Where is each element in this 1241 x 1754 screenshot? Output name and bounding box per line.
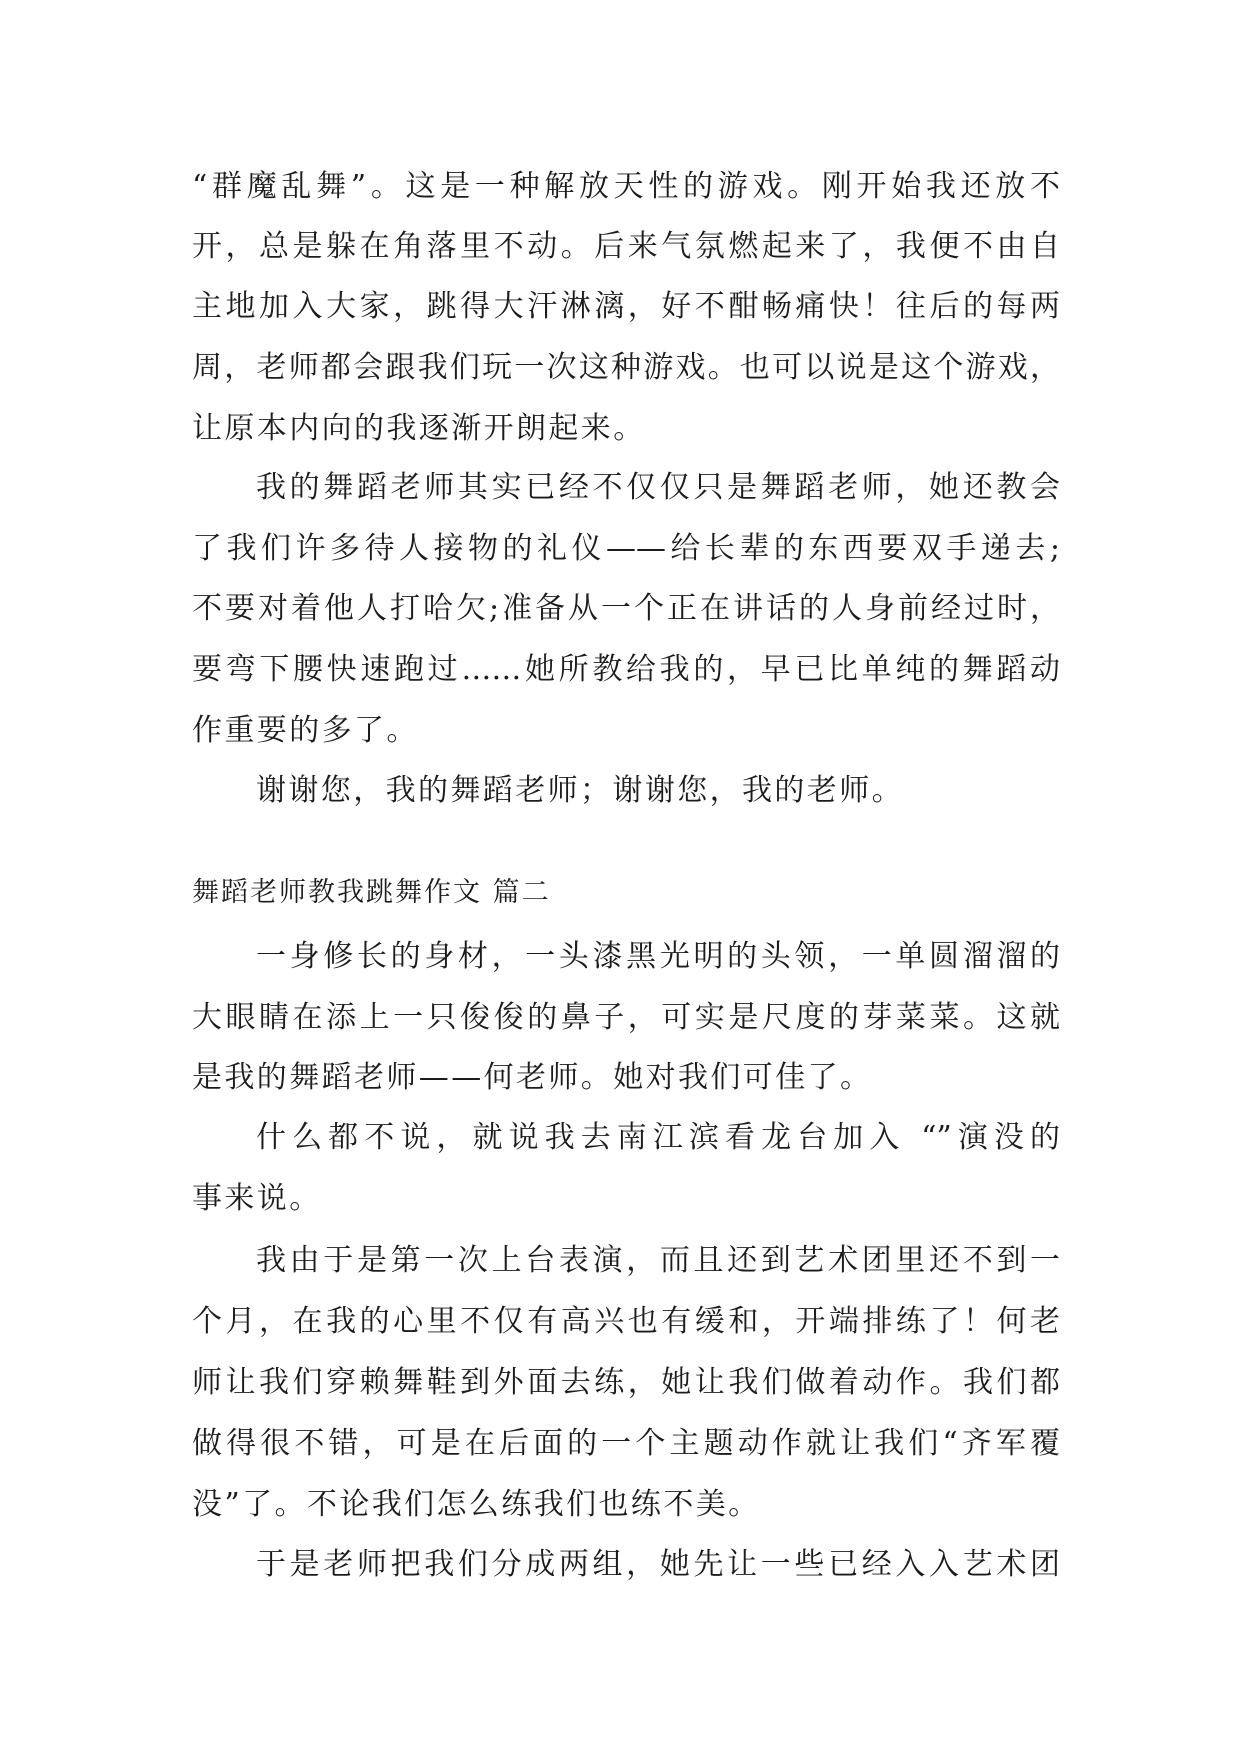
section-heading: 舞蹈老师教我跳舞作文 篇二 bbox=[192, 877, 551, 908]
text-line: 于是老师把我们分成两组，她先让一些已经入入艺术团 bbox=[256, 1547, 1060, 1582]
text-line: 作重要的多了。 bbox=[192, 713, 419, 748]
text-line: 让原本内向的我逐渐开朗起来。 bbox=[192, 411, 646, 446]
text-line: 不要对着他人打哈欠;准备从一个正在讲话的人身前经过时， bbox=[192, 591, 1060, 626]
text-line: 事来说。 bbox=[192, 1181, 322, 1216]
text-line: 了我们许多待人接物的礼仪——给长辈的东西要双手递去; bbox=[192, 531, 1060, 566]
text-line: 没”了。不论我们怎么练我们也练不美。 bbox=[192, 1487, 761, 1522]
text-line: 谢谢您，我的舞蹈老师；谢谢您，我的老师。 bbox=[256, 773, 904, 808]
text-line: 是我的舞蹈老师——何老师。她对我们可佳了。 bbox=[192, 1060, 873, 1095]
text-line: 周，老师都会跟我们玩一次这种游戏。也可以说是这个游戏， bbox=[192, 350, 1060, 385]
text-line: “群魔乱舞”。这是一种解放天性的游戏。刚开始我还放不 bbox=[192, 169, 1060, 204]
text-line: 做得很不错，可是在后面的一个主题动作就让我们“齐军覆 bbox=[192, 1426, 1060, 1461]
text-line: 我由于是第一次上台表演，而且还到艺术团里还不到一 bbox=[256, 1243, 1060, 1278]
text-line: 我的舞蹈老师其实已经不仅仅只是舞蹈老师，她还教会 bbox=[256, 470, 1060, 505]
text-line: 师让我们穿赖舞鞋到外面去练，她让我们做着动作。我们都 bbox=[192, 1365, 1060, 1400]
text-line: 要弯下腰快速跑过……她所教给我的，早已比单纯的舞蹈动 bbox=[192, 652, 1060, 687]
text-line: 什么都不说，就说我去南江滨看龙台加入 “”演没的 bbox=[256, 1120, 1060, 1155]
text-line: 主地加入大家，跳得大汗淋漓，好不酣畅痛快！往后的每两 bbox=[192, 289, 1060, 324]
text-line: 一身修长的身材，一头漆黑光明的头领，一单圆溜溜的 bbox=[256, 939, 1060, 974]
text-line: 开，总是躲在角落里不动。后来气氛燃起来了，我便不由自 bbox=[192, 229, 1060, 264]
text-line: 大眼睛在添上一只俊俊的鼻子，可实是尺度的芽菜菜。这就 bbox=[192, 1000, 1060, 1035]
text-line: 个月，在我的心里不仅有高兴也有缓和，开端排练了！何老 bbox=[192, 1304, 1060, 1339]
